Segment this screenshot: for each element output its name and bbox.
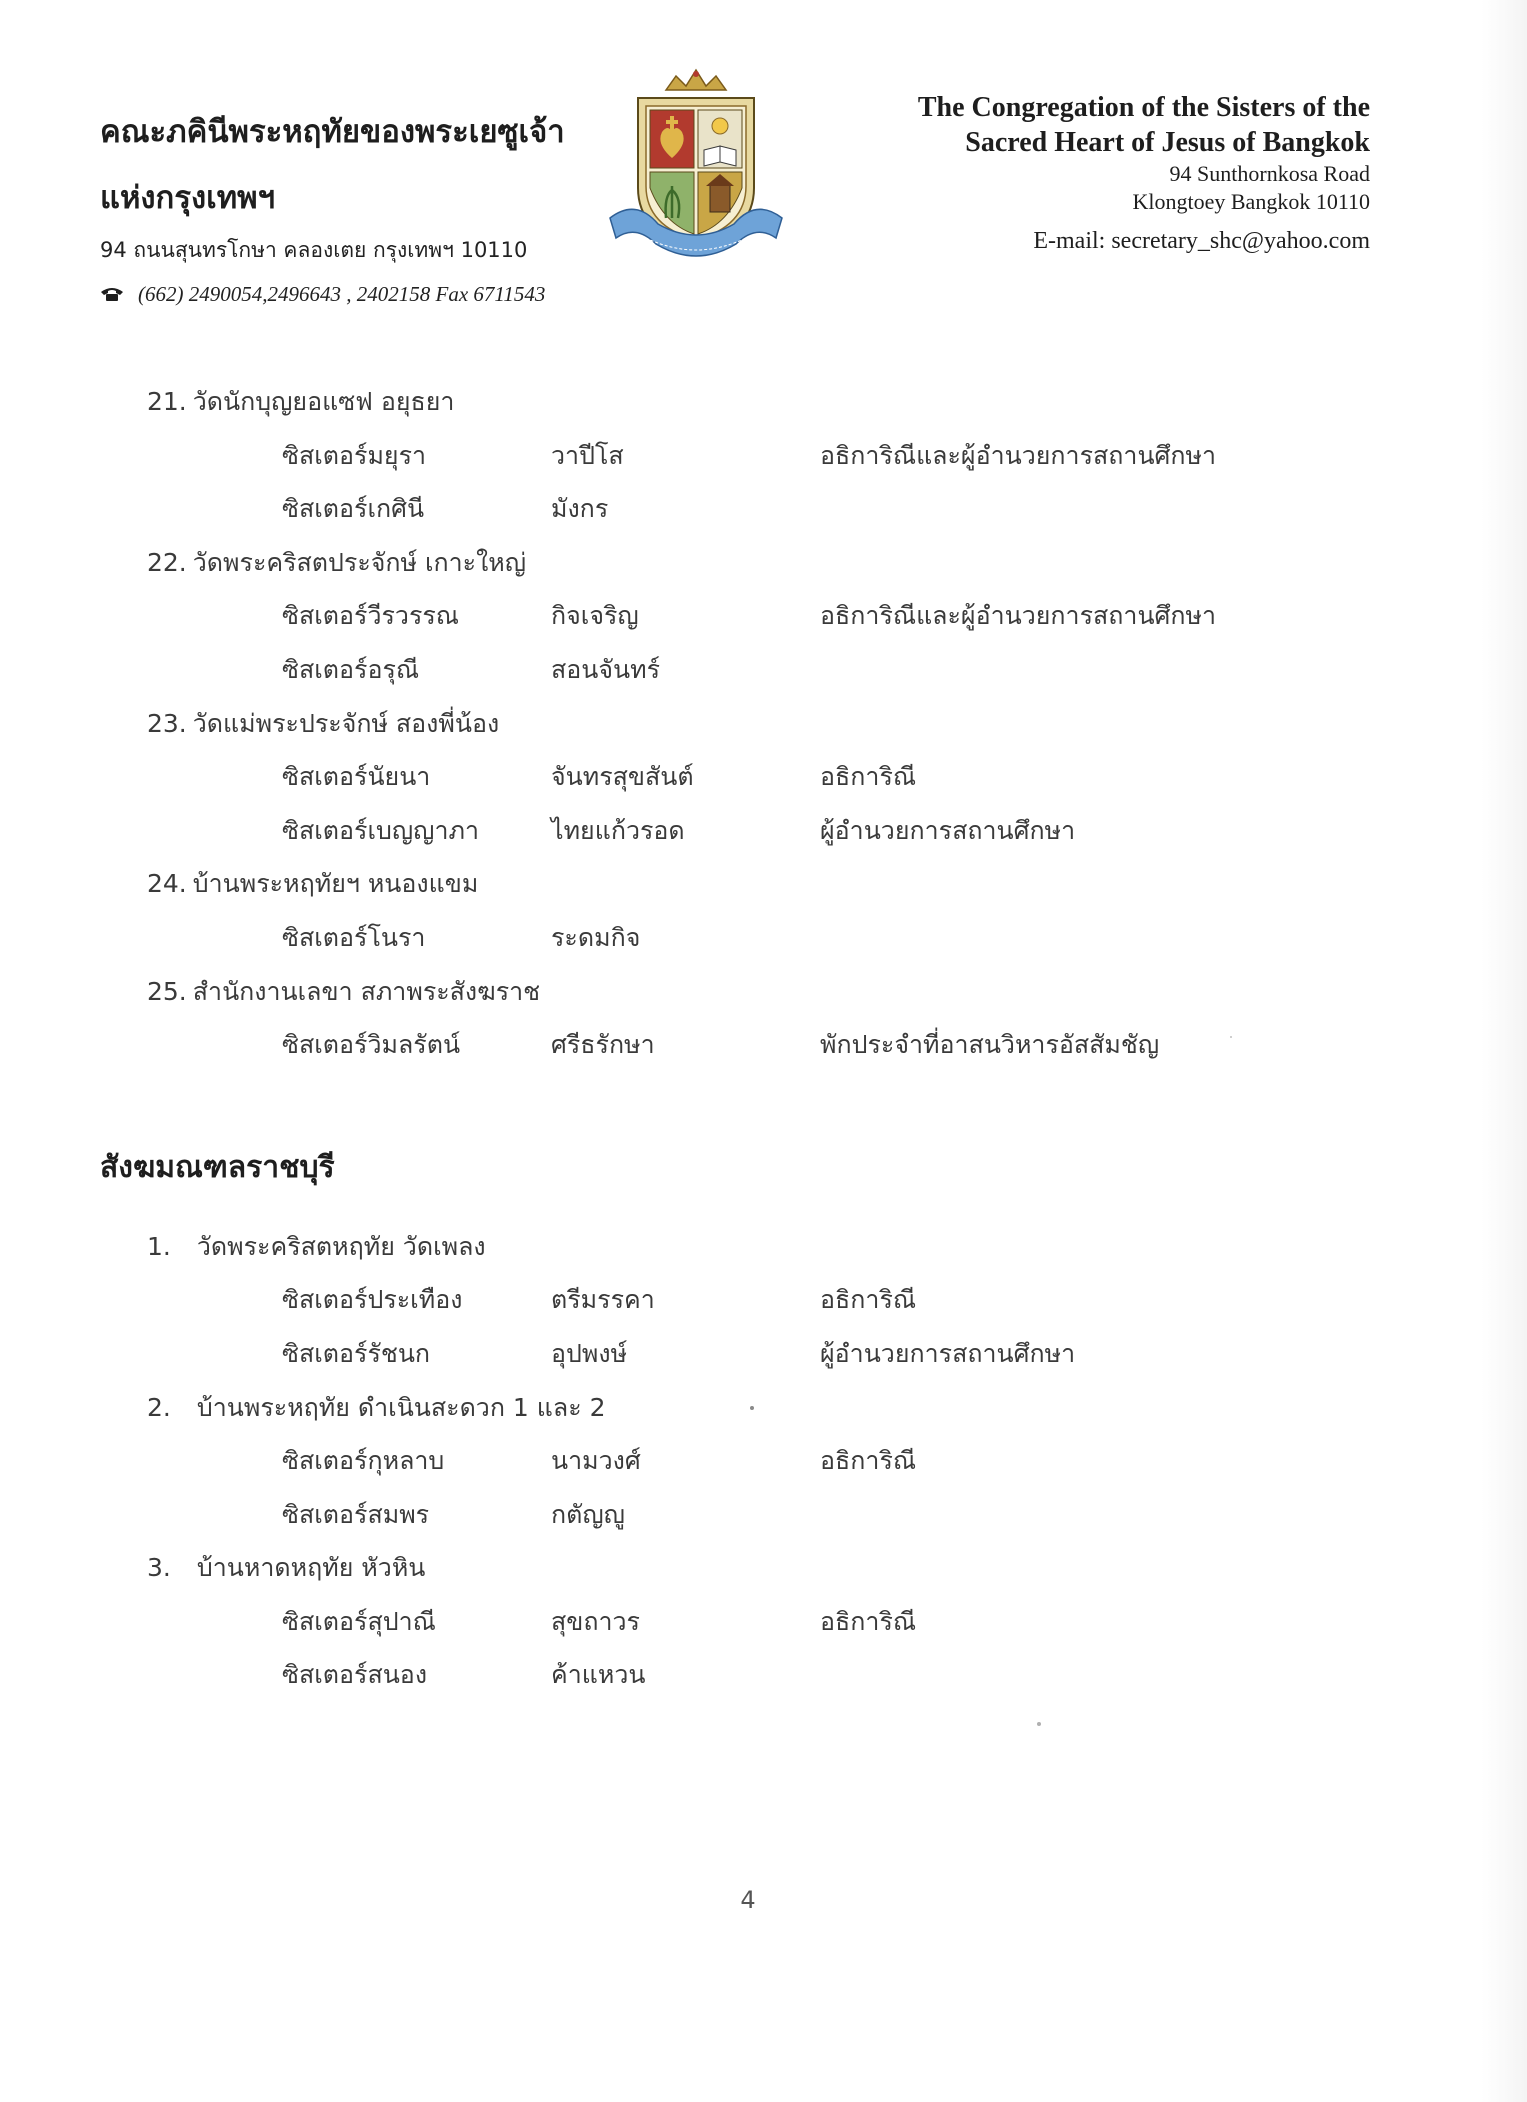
member-role: อธิการิณี [820, 1285, 917, 1315]
item-heading [147, 543, 526, 583]
phone-fax-text: (662) 2490054,2496643 , 2402158 Fax 6711543 [138, 282, 546, 306]
item-heading [147, 864, 478, 904]
item-title: บ้านหาดหฤทัย หัวหิน [196, 1553, 426, 1583]
item-title: บ้านพระหฤทัยฯ หนองแขม [192, 869, 479, 899]
member-last-name: สอนจันทร์ [551, 654, 661, 684]
member-last-name: กตัญญู [551, 1499, 625, 1529]
item-number: 22. [147, 547, 187, 577]
member-row [0, 811, 1527, 865]
member-last-name: กิจเจริญ [551, 601, 639, 631]
member-last-name: ไทยแก้วรอด [551, 815, 685, 845]
item-heading [147, 972, 540, 1012]
section-heading [0, 1141, 1527, 1227]
member-first-name: ซิสเตอร์รัชนก [282, 1338, 431, 1368]
member-row [0, 1025, 1527, 1079]
item-number: 24. [147, 869, 187, 899]
member-row [0, 1655, 1527, 1709]
list-item-heading [0, 1548, 1527, 1602]
member-role: อธิการิณีและผู้อำนวยการสถานศึกษา [820, 440, 1217, 470]
member-row [0, 1441, 1527, 1495]
member-role: ผู้อำนวยการสถานศึกษา [820, 815, 1076, 845]
thai-letterhead [100, 106, 620, 306]
member-first-name: ซิสเตอร์สุปาณี [282, 1606, 436, 1636]
item-heading [147, 1388, 606, 1428]
member-first-name: ซิสเตอร์วิมลรัตน์ [282, 1030, 461, 1060]
english-letterhead [918, 90, 1370, 255]
member-first-name: ซิสเตอร์สนอง [282, 1660, 428, 1690]
member-first-name: ซิสเตอร์อรุณี [282, 654, 420, 684]
english-address-line2: Klongtoey Bangkok 10110 [1132, 189, 1370, 214]
item-number: 25. [147, 976, 187, 1006]
member-row [0, 1280, 1527, 1334]
member-first-name: ซิสเตอร์เกศินี [282, 494, 425, 524]
congregation-crest-icon [606, 68, 786, 268]
member-last-name: ค้าแหวน [551, 1660, 646, 1690]
member-last-name: ตรีมรรคา [551, 1285, 655, 1315]
member-first-name: ซิสเตอร์วีรวรรณ [282, 601, 460, 631]
member-row [0, 1334, 1527, 1388]
member-role: ผู้อำนวยการสถานศึกษา [820, 1338, 1076, 1368]
english-org-name-line2: Sacred Heart of Jesus of Bangkok [965, 127, 1370, 158]
list-item-heading [0, 972, 1527, 1026]
item-heading [147, 704, 499, 744]
member-role: อธิการิณีและผู้อำนวยการสถานศึกษา [820, 601, 1217, 631]
thai-org-name-line1: คณะภคินีพระหฤทัยของพระเยซูเจ้า [100, 114, 565, 150]
list-item-heading [0, 1388, 1527, 1442]
email-address: E-mail: secretary_shc@yahoo.com [1033, 228, 1370, 254]
list-item-heading [0, 704, 1527, 758]
member-row [0, 436, 1527, 490]
member-role: พักประจำที่อาสนวิหารอัสสัมชัญ [820, 1030, 1160, 1060]
item-title: วัดแม่พระประจักษ์ สองพี่น้อง [192, 708, 500, 738]
list-item-heading [0, 1227, 1527, 1281]
item-number: 3. [147, 1553, 171, 1583]
member-row [0, 650, 1527, 704]
member-last-name: วาปีโส [551, 440, 624, 470]
member-first-name: ซิสเตอร์สมพร [282, 1499, 430, 1529]
item-number: 2. [147, 1392, 171, 1422]
thai-org-name-line2: แห่งกรุงเทพฯ [100, 180, 275, 216]
member-row [0, 489, 1527, 543]
english-address-line1: 94 Sunthornkosa Road [1169, 161, 1370, 186]
scan-speck [750, 1406, 754, 1410]
list-item-heading [0, 382, 1527, 436]
member-role: อธิการิณี [820, 762, 917, 792]
item-title: สำนักงานเลขา สภาพระสังฆราช [192, 976, 541, 1006]
member-list [0, 382, 1527, 1709]
item-title: วัดพระคริสตหฤทัย วัดเพลง [196, 1231, 486, 1261]
scan-speck [1230, 1036, 1232, 1038]
list-item-heading [0, 864, 1527, 918]
member-first-name: ซิสเตอร์โนรา [282, 922, 426, 952]
member-first-name: ซิสเตอร์มยุรา [282, 440, 427, 470]
item-number: 1. [147, 1231, 171, 1261]
member-first-name: ซิสเตอร์ประเทือง [282, 1285, 463, 1315]
page-number: 4 [740, 1886, 756, 1914]
thai-address: 94 ถนนสุนทรโกษา คลองเตย กรุงเทพฯ 10110 [100, 238, 528, 262]
member-last-name: นามวงศ์ [551, 1446, 641, 1476]
telephone-icon [100, 283, 124, 299]
member-row [0, 1495, 1527, 1549]
member-role: อธิการิณี [820, 1446, 917, 1476]
member-role: อธิการิณี [820, 1606, 917, 1636]
member-last-name: ศรีธรักษา [551, 1030, 655, 1060]
scan-speck [1037, 1722, 1041, 1726]
item-title: บ้านพระหฤทัย ดำเนินสะดวก 1 และ 2 [196, 1392, 606, 1422]
section-title: สังฆมณฑลราชบุรี [100, 1149, 335, 1185]
item-heading [147, 1227, 486, 1267]
item-heading [147, 1548, 425, 1588]
list-item-heading [0, 543, 1527, 597]
member-last-name: มังกร [551, 494, 609, 524]
member-row [0, 1602, 1527, 1656]
member-last-name: สุขถาวร [551, 1606, 640, 1636]
member-row [0, 757, 1527, 811]
member-last-name: ระดมกิจ [551, 922, 641, 952]
member-row [0, 596, 1527, 650]
member-last-name: อุปพงษ์ [551, 1338, 628, 1368]
item-title: วัดพระคริสตประจักษ์ เกาะใหญ่ [192, 547, 527, 577]
english-org-name-line1: The Congregation of the Sisters of the [917, 92, 1370, 123]
member-first-name: ซิสเตอร์กุหลาบ [282, 1446, 445, 1476]
member-first-name: ซิสเตอร์เบญญาภา [282, 815, 480, 845]
member-row [0, 918, 1527, 972]
item-number: 21. [147, 387, 187, 416]
phone-fax-line [100, 282, 545, 307]
item-heading [147, 382, 454, 422]
item-number: 23. [147, 708, 187, 738]
member-first-name: ซิสเตอร์นัยนา [282, 762, 431, 792]
item-title: วัดนักบุญยอแซฟ อยุธยา [192, 387, 455, 416]
member-last-name: จันทรสุขสันต์ [551, 762, 694, 792]
